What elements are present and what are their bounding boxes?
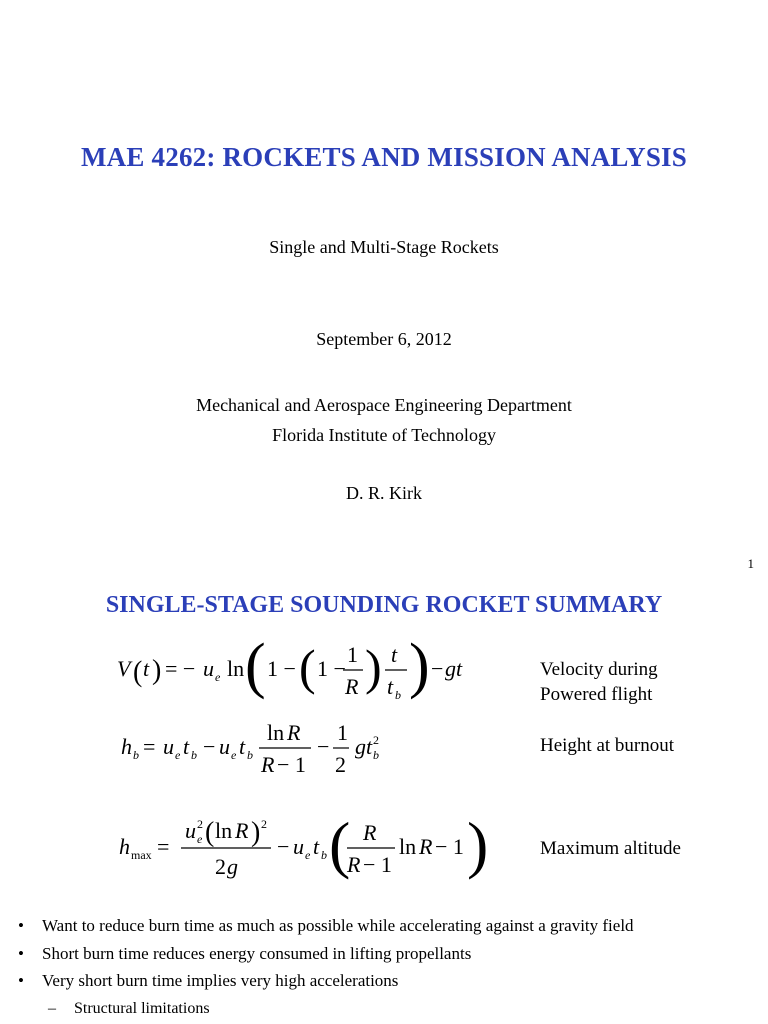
svg-text:2: 2 [373, 733, 379, 747]
slide1-author: D. R. Kirk [346, 483, 422, 503]
svg-text:=: = [157, 834, 170, 859]
svg-text:(: ( [245, 632, 266, 700]
svg-text:g: g [227, 854, 238, 879]
svg-text:b: b [247, 748, 253, 762]
slide1-title: MAE 4262: ROCKETS AND MISSION ANALYSIS [81, 142, 687, 172]
svg-text:u: u [203, 656, 214, 681]
svg-text:): ) [251, 817, 261, 848]
bullet-icon: • [18, 943, 24, 963]
svg-text:1 −: 1 − [317, 656, 346, 681]
svg-text:=: = [143, 734, 156, 759]
svg-text:1 −: 1 − [267, 656, 296, 681]
svg-text:b: b [395, 688, 401, 702]
svg-text:− 1: − 1 [277, 752, 306, 777]
svg-text:(: ( [299, 639, 316, 695]
svg-text:t: t [143, 656, 150, 681]
svg-text:− 1: − 1 [435, 834, 464, 859]
list-item: • Want to reduce burn time as much as possible while accelerating against a gravity field [18, 912, 634, 940]
svg-text:gt: gt [355, 734, 373, 759]
svg-text:R: R [419, 834, 433, 859]
svg-text:u: u [163, 734, 174, 759]
svg-text:t: t [391, 642, 398, 667]
svg-text:(: ( [205, 817, 215, 848]
svg-text:R: R [261, 752, 275, 777]
svg-text:ln: ln [227, 656, 245, 681]
svg-text:e: e [197, 832, 203, 846]
svg-text:2: 2 [261, 817, 267, 831]
institute: Florida Institute of Technology [272, 425, 496, 445]
svg-text:u: u [185, 818, 196, 843]
svg-text:b: b [373, 748, 379, 762]
svg-text:): ) [409, 632, 430, 700]
svg-text:ln: ln [399, 834, 417, 859]
svg-text:): ) [467, 809, 489, 880]
svg-text:t: t [313, 834, 320, 859]
svg-text:1: 1 [337, 720, 348, 745]
svg-text:h: h [119, 834, 130, 859]
burnout-height-equation [115, 712, 405, 782]
svg-text:V: V [117, 656, 131, 681]
svg-text:− 1: − 1 [363, 852, 392, 877]
svg-text:(: ( [133, 655, 143, 689]
dash-icon: – [48, 999, 56, 1017]
list-item: • Very short burn time implies very high accelerations [18, 967, 634, 995]
svg-text:e: e [175, 748, 181, 762]
svg-text:h: h [121, 734, 132, 759]
svg-text:1: 1 [347, 642, 358, 667]
svg-text:gt: gt [445, 656, 463, 681]
svg-text:b: b [321, 848, 327, 862]
svg-text:−: − [203, 734, 216, 759]
bullet-icon: • [18, 916, 24, 935]
bullet-icon: • [18, 971, 24, 990]
svg-text:max: max [131, 848, 152, 862]
svg-text:(: ( [329, 809, 351, 880]
department: Mechanical and Aerospace Engineering Department [196, 395, 572, 415]
bullet-list [18, 912, 634, 1022]
svg-text:): ) [152, 655, 162, 686]
velocity-label: Velocity during Powered flight [540, 659, 658, 705]
svg-text:R: R [363, 820, 377, 845]
svg-text:ln: ln [267, 720, 285, 745]
svg-text:−: − [431, 656, 444, 681]
svg-text:): ) [365, 639, 382, 695]
svg-text:e: e [215, 670, 221, 684]
list-item: • Short burn time reduces energy consumed in lifting propellants [18, 940, 634, 968]
burnout-height-label: Height at burnout [540, 735, 675, 756]
svg-text:R: R [287, 720, 301, 745]
sub-list-item: – Structural limitations [18, 995, 634, 1023]
svg-text:b: b [191, 748, 197, 762]
slide1-affiliation [0, 390, 768, 450]
svg-text:u: u [219, 734, 230, 759]
svg-text:2: 2 [335, 752, 346, 777]
svg-text:t: t [387, 674, 394, 699]
svg-text:2: 2 [197, 817, 203, 831]
page-number: 1 [747, 556, 754, 571]
max-altitude-label: Maximum altitude [540, 838, 681, 859]
slide1-subtitle: Single and Multi-Stage Rockets [269, 237, 499, 257]
velocity-equation-tail [445, 636, 485, 714]
svg-text:−: − [277, 834, 290, 859]
slide2-title: SINGLE-STAGE SOUNDING ROCKET SUMMARY [105, 592, 663, 618]
svg-text:2: 2 [215, 854, 226, 879]
svg-text:−: − [317, 734, 330, 759]
svg-text:t: t [239, 734, 246, 759]
max-altitude-equation [115, 809, 489, 890]
svg-text:u: u [293, 834, 304, 859]
svg-text:e: e [305, 848, 311, 862]
svg-text:t: t [183, 734, 190, 759]
svg-text:R: R [347, 852, 361, 877]
svg-text:e: e [231, 748, 237, 762]
slide1-date: September 6, 2012 [316, 329, 452, 349]
svg-text:b: b [133, 748, 139, 762]
svg-text:R: R [345, 674, 359, 699]
svg-text:ln: ln [215, 818, 233, 843]
svg-text:= −: = − [165, 656, 196, 681]
svg-text:R: R [235, 818, 249, 843]
velocity-equation [115, 632, 445, 714]
